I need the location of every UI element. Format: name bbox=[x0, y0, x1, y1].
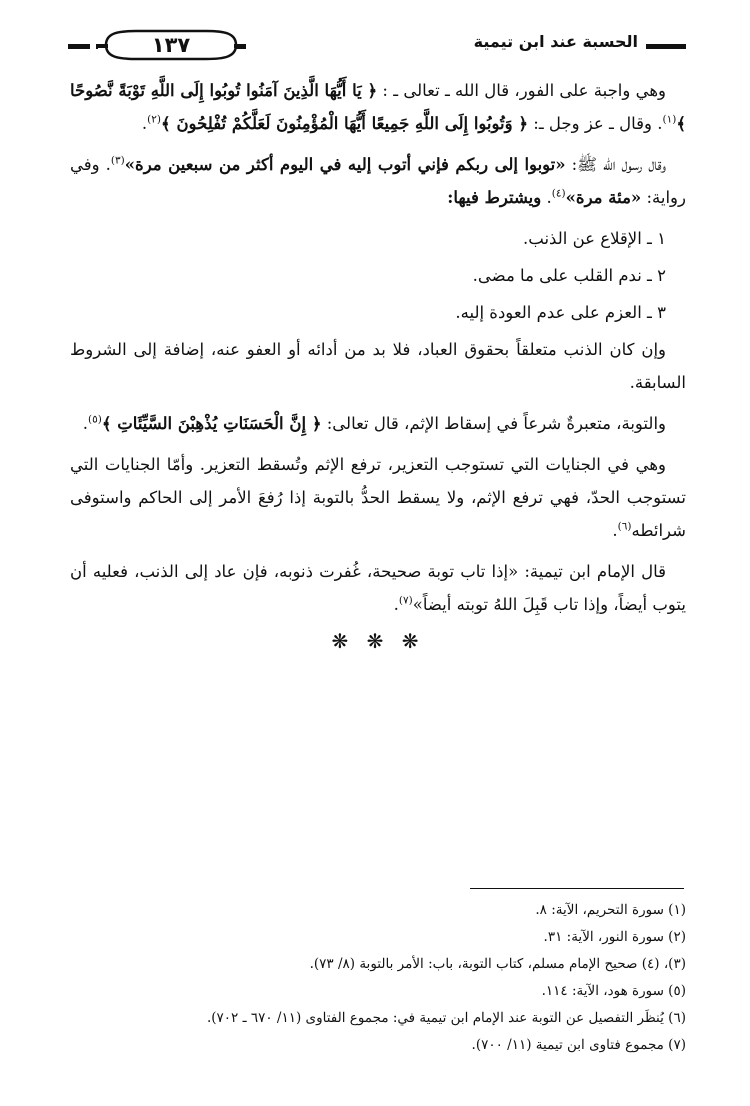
footnote-item: (٢) سورة النور، الآية: ٣١. bbox=[543, 929, 686, 945]
text-run: . bbox=[612, 521, 618, 540]
footnote-item: (٣)، (٤) صحيح الإمام مسلم، كتاب التوبة، باب: الأمر بالتوبة (٨/ ٧٣). bbox=[309, 956, 686, 972]
paragraph-repentance-validity bbox=[70, 407, 686, 440]
quran-verse: ﴿ يَا أَيُّهَا الَّذِينَ آمَنُوا تُوبُوا إِلَى اللَّهِ تَوْبَةً نَّصُوحًا ﴾ bbox=[70, 81, 686, 133]
footnote-ref[interactable]: (٤) bbox=[551, 187, 566, 200]
footnotes bbox=[60, 897, 686, 1059]
footnote-ref[interactable]: (٧) bbox=[398, 594, 413, 607]
text-run: . bbox=[82, 414, 88, 433]
header-rule-right bbox=[646, 44, 686, 49]
footnote-item: (١) سورة التحريم، الآية: ٨. bbox=[535, 902, 686, 918]
paragraph-hadith bbox=[70, 148, 686, 214]
page-number: ١٣٧ bbox=[151, 33, 191, 57]
quran-verse: ﴿ وَتُوبُوا إِلَى اللَّهِ جَمِيعًا أَيُّهَا الْمُؤْمِنُونَ لَعَلَّكُمْ تُفْلِحُونَ ﴾ bbox=[161, 114, 529, 133]
paragraph-ibn-taymiyya-quote bbox=[70, 555, 686, 621]
footnote-item: (٥) سورة هود، الآية: ١١٤. bbox=[541, 983, 686, 999]
text-run: وقال رسول الله ﷺ: bbox=[565, 155, 666, 174]
header-rule-left bbox=[68, 44, 90, 49]
text-run: والتوبة، متعبرةٌ شرعاً في إسقاط الإثم، قال تعالى: bbox=[321, 414, 666, 433]
page-number-frame bbox=[96, 28, 246, 62]
paragraph-repentance-obligation bbox=[70, 74, 686, 140]
footnote-ref[interactable]: (١) bbox=[662, 113, 677, 126]
quran-verse: ﴿ إِنَّ الْحَسَنَاتِ يُذْهِبْنَ السَّيِّئَاتِ ﴾ bbox=[101, 414, 322, 433]
footnote-item: (٧) مجموع فتاوى ابن تيمية (١١/ ٧٠٠). bbox=[471, 1037, 686, 1053]
text-run: قال الإمام ابن تيمية: «إذا تاب توبة صحيحة، غُفرت ذنوبه، فإن عاد إلى الذنب، فعليه أن يتوب أيضاً، وإذا تاب قَبِلَ اللهُ توبته أيضاً» bbox=[70, 562, 686, 614]
section-separator: ❋ ❋ ❋ bbox=[331, 629, 425, 653]
footnote-divider bbox=[470, 888, 684, 889]
condition-item: ١ ـ الإقلاع عن الذنب. bbox=[523, 229, 666, 248]
main-text bbox=[70, 74, 686, 653]
paragraph-crimes bbox=[70, 448, 686, 547]
text-run: . bbox=[541, 188, 552, 207]
conditions-intro: ويشترط فيها: bbox=[447, 188, 542, 207]
page-header bbox=[68, 26, 686, 66]
hadith-quote: «مئة مرة» bbox=[565, 188, 642, 207]
text-run: . bbox=[393, 595, 399, 614]
text-run: وهي في الجنايات التي تستوجب التعزير، ترفع الإثم وتُسقط التعزير. وأمّا الجنايات التي تستوجب الحدّ، فهي ترفع الإثم، ولا يسقط الحدُّ بالتوبة إذا رُفعَ الأمر إلى الحاكم واستوفى شرائطه bbox=[70, 455, 686, 540]
text-run: وهي واجبة على الفور، قال الله ـ تعالى ـ : bbox=[377, 81, 666, 100]
condition-item: ٣ ـ العزم على عدم العودة إليه. bbox=[455, 303, 666, 322]
footnote-ref[interactable]: (٣) bbox=[110, 154, 125, 167]
condition-item: ٢ ـ ندم القلب على ما مضى. bbox=[472, 266, 666, 285]
footnote-item: (٦) يُنظَر التفصيل عن التوبة عند الإمام ابن تيمية في: مجموع الفتاوى (١١/ ٦٧٠ ـ ٧٠٢). bbox=[206, 1010, 686, 1026]
text-run: . وقال ـ عز وجل ـ: bbox=[528, 114, 663, 133]
running-title: الحسبة عند ابن تيمية bbox=[473, 32, 638, 51]
footnote-ref[interactable]: (٦) bbox=[617, 520, 632, 533]
text-run: . bbox=[141, 114, 148, 133]
paragraph-rights-of-people: وإن كان الذنب متعلقاً بحقوق العباد، فلا بد من أدائه أو العفو عنه، إضافة إلى الشروط السابقة. bbox=[70, 340, 686, 392]
hadith-quote: «توبوا إلى ربكم فإني أتوب إليه في اليوم أكثر من سبعين مرة» bbox=[124, 155, 566, 174]
footnote-ref[interactable]: (٢) bbox=[147, 113, 162, 126]
text-run: . وفي رواية: bbox=[70, 155, 686, 207]
footnote-ref[interactable]: (٥) bbox=[88, 413, 102, 426]
